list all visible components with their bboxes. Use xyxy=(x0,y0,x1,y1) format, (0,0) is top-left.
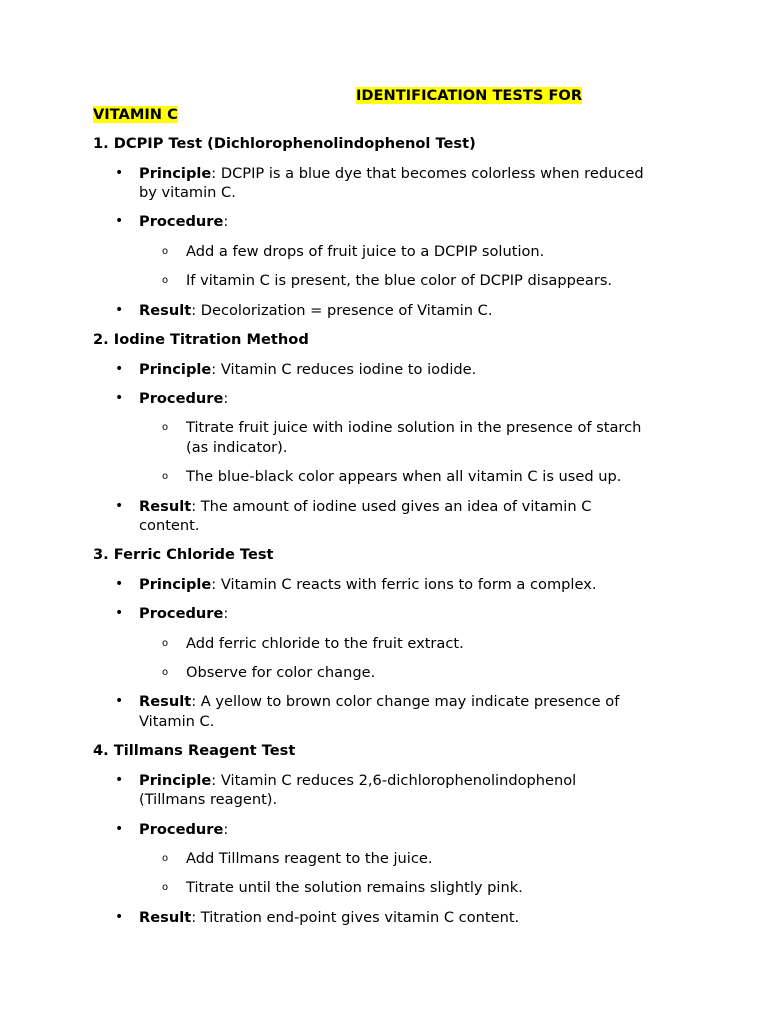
bullet-icon: • xyxy=(115,605,124,621)
principle-line xyxy=(139,771,576,791)
principle-label: Principle xyxy=(139,772,212,789)
result-label: Result xyxy=(139,909,192,926)
principle-line xyxy=(139,575,596,595)
result-text: : Decolorization = presence of Vitamin C. xyxy=(191,302,493,319)
title-highlight-1: IDENTIFICATION TESTS FOR xyxy=(356,87,583,104)
procedure-step: Add a few drops of fruit juice to a DCPIP solution. xyxy=(186,243,545,260)
procedure-colon: : xyxy=(223,213,229,230)
result-text: : Titration end-point gives vitamin C content. xyxy=(191,909,520,926)
result-label: Result xyxy=(139,498,192,515)
principle-label: Principle xyxy=(139,576,212,593)
principle-label: Principle xyxy=(139,361,212,378)
result-text-cont: content. xyxy=(139,517,200,534)
procedure-label: Procedure xyxy=(139,605,224,622)
section-heading-2: 2. Iodine Titration Method xyxy=(93,331,309,348)
result-line xyxy=(139,692,619,712)
principle-text: : DCPIP is a blue dye that becomes colorless when reduced xyxy=(211,165,644,182)
result-text-cont: Vitamin C. xyxy=(139,713,215,730)
principle-line xyxy=(139,164,644,184)
bullet-icon: • xyxy=(115,213,124,229)
sub-bullet-icon: o xyxy=(162,882,169,893)
principle-text-cont: (Tillmans reagent). xyxy=(139,791,278,808)
result-line xyxy=(139,908,519,928)
bullet-icon: • xyxy=(115,361,124,377)
procedure-line xyxy=(139,604,228,624)
result-text: : The amount of iodine used gives an idea of vitamin C xyxy=(191,498,592,515)
procedure-colon: : xyxy=(223,605,229,622)
result-line xyxy=(139,301,493,321)
sub-bullet-icon: o xyxy=(162,422,169,433)
principle-text: : Vitamin C reacts with ferric ions to form a complex. xyxy=(211,576,597,593)
sub-bullet-icon: o xyxy=(162,667,169,678)
procedure-step: Add ferric chloride to the fruit extract. xyxy=(186,635,464,652)
principle-text: : Vitamin C reduces 2,6-dichlorophenolindophenol xyxy=(211,772,577,789)
bullet-icon: • xyxy=(115,576,124,592)
sub-bullet-icon: o xyxy=(162,246,169,257)
procedure-step: Observe for color change. xyxy=(186,664,376,681)
bullet-icon: • xyxy=(115,693,124,709)
procedure-step: Titrate until the solution remains slightly pink. xyxy=(186,879,523,896)
bullet-icon: • xyxy=(115,498,124,514)
principle-line xyxy=(139,360,476,380)
result-text: : A yellow to brown color change may indicate presence of xyxy=(191,693,620,710)
procedure-step: If vitamin C is present, the blue color of DCPIP disappears. xyxy=(186,272,613,289)
procedure-label: Procedure xyxy=(139,213,224,230)
result-label: Result xyxy=(139,693,192,710)
procedure-line xyxy=(139,820,228,840)
sub-bullet-icon: o xyxy=(162,638,169,649)
section-heading-4: 4. Tillmans Reagent Test xyxy=(93,742,296,759)
procedure-label: Procedure xyxy=(139,821,224,838)
bullet-icon: • xyxy=(115,821,124,837)
title-line-1 xyxy=(356,86,582,106)
bullet-icon: • xyxy=(115,302,124,318)
procedure-line xyxy=(139,212,228,232)
bullet-icon: • xyxy=(115,390,124,406)
bullet-icon: • xyxy=(115,165,124,181)
principle-text-cont: by vitamin C. xyxy=(139,184,236,201)
procedure-colon: : xyxy=(223,821,229,838)
principle-text: : Vitamin C reduces iodine to iodide. xyxy=(211,361,477,378)
title-line-2 xyxy=(93,105,178,125)
principle-label: Principle xyxy=(139,165,212,182)
bullet-icon: • xyxy=(115,909,124,925)
sub-bullet-icon: o xyxy=(162,471,169,482)
procedure-step: Add Tillmans reagent to the juice. xyxy=(186,850,433,867)
section-heading-3: 3. Ferric Chloride Test xyxy=(93,546,274,563)
procedure-colon: : xyxy=(223,390,229,407)
procedure-step: The blue-black color appears when all vitamin C is used up. xyxy=(186,468,622,485)
procedure-label: Procedure xyxy=(139,390,224,407)
procedure-step-cont: (as indicator). xyxy=(186,439,288,456)
result-line xyxy=(139,497,591,517)
procedure-line xyxy=(139,389,228,409)
sub-bullet-icon: o xyxy=(162,275,169,286)
section-heading-1: 1. DCPIP Test (Dichlorophenolindophenol Test) xyxy=(93,135,476,152)
procedure-step: Titrate fruit juice with iodine solution in the presence of starch xyxy=(186,419,642,436)
sub-bullet-icon: o xyxy=(162,853,169,864)
result-label: Result xyxy=(139,302,192,319)
title-highlight-2: VITAMIN C xyxy=(93,106,178,123)
bullet-icon: • xyxy=(115,772,124,788)
